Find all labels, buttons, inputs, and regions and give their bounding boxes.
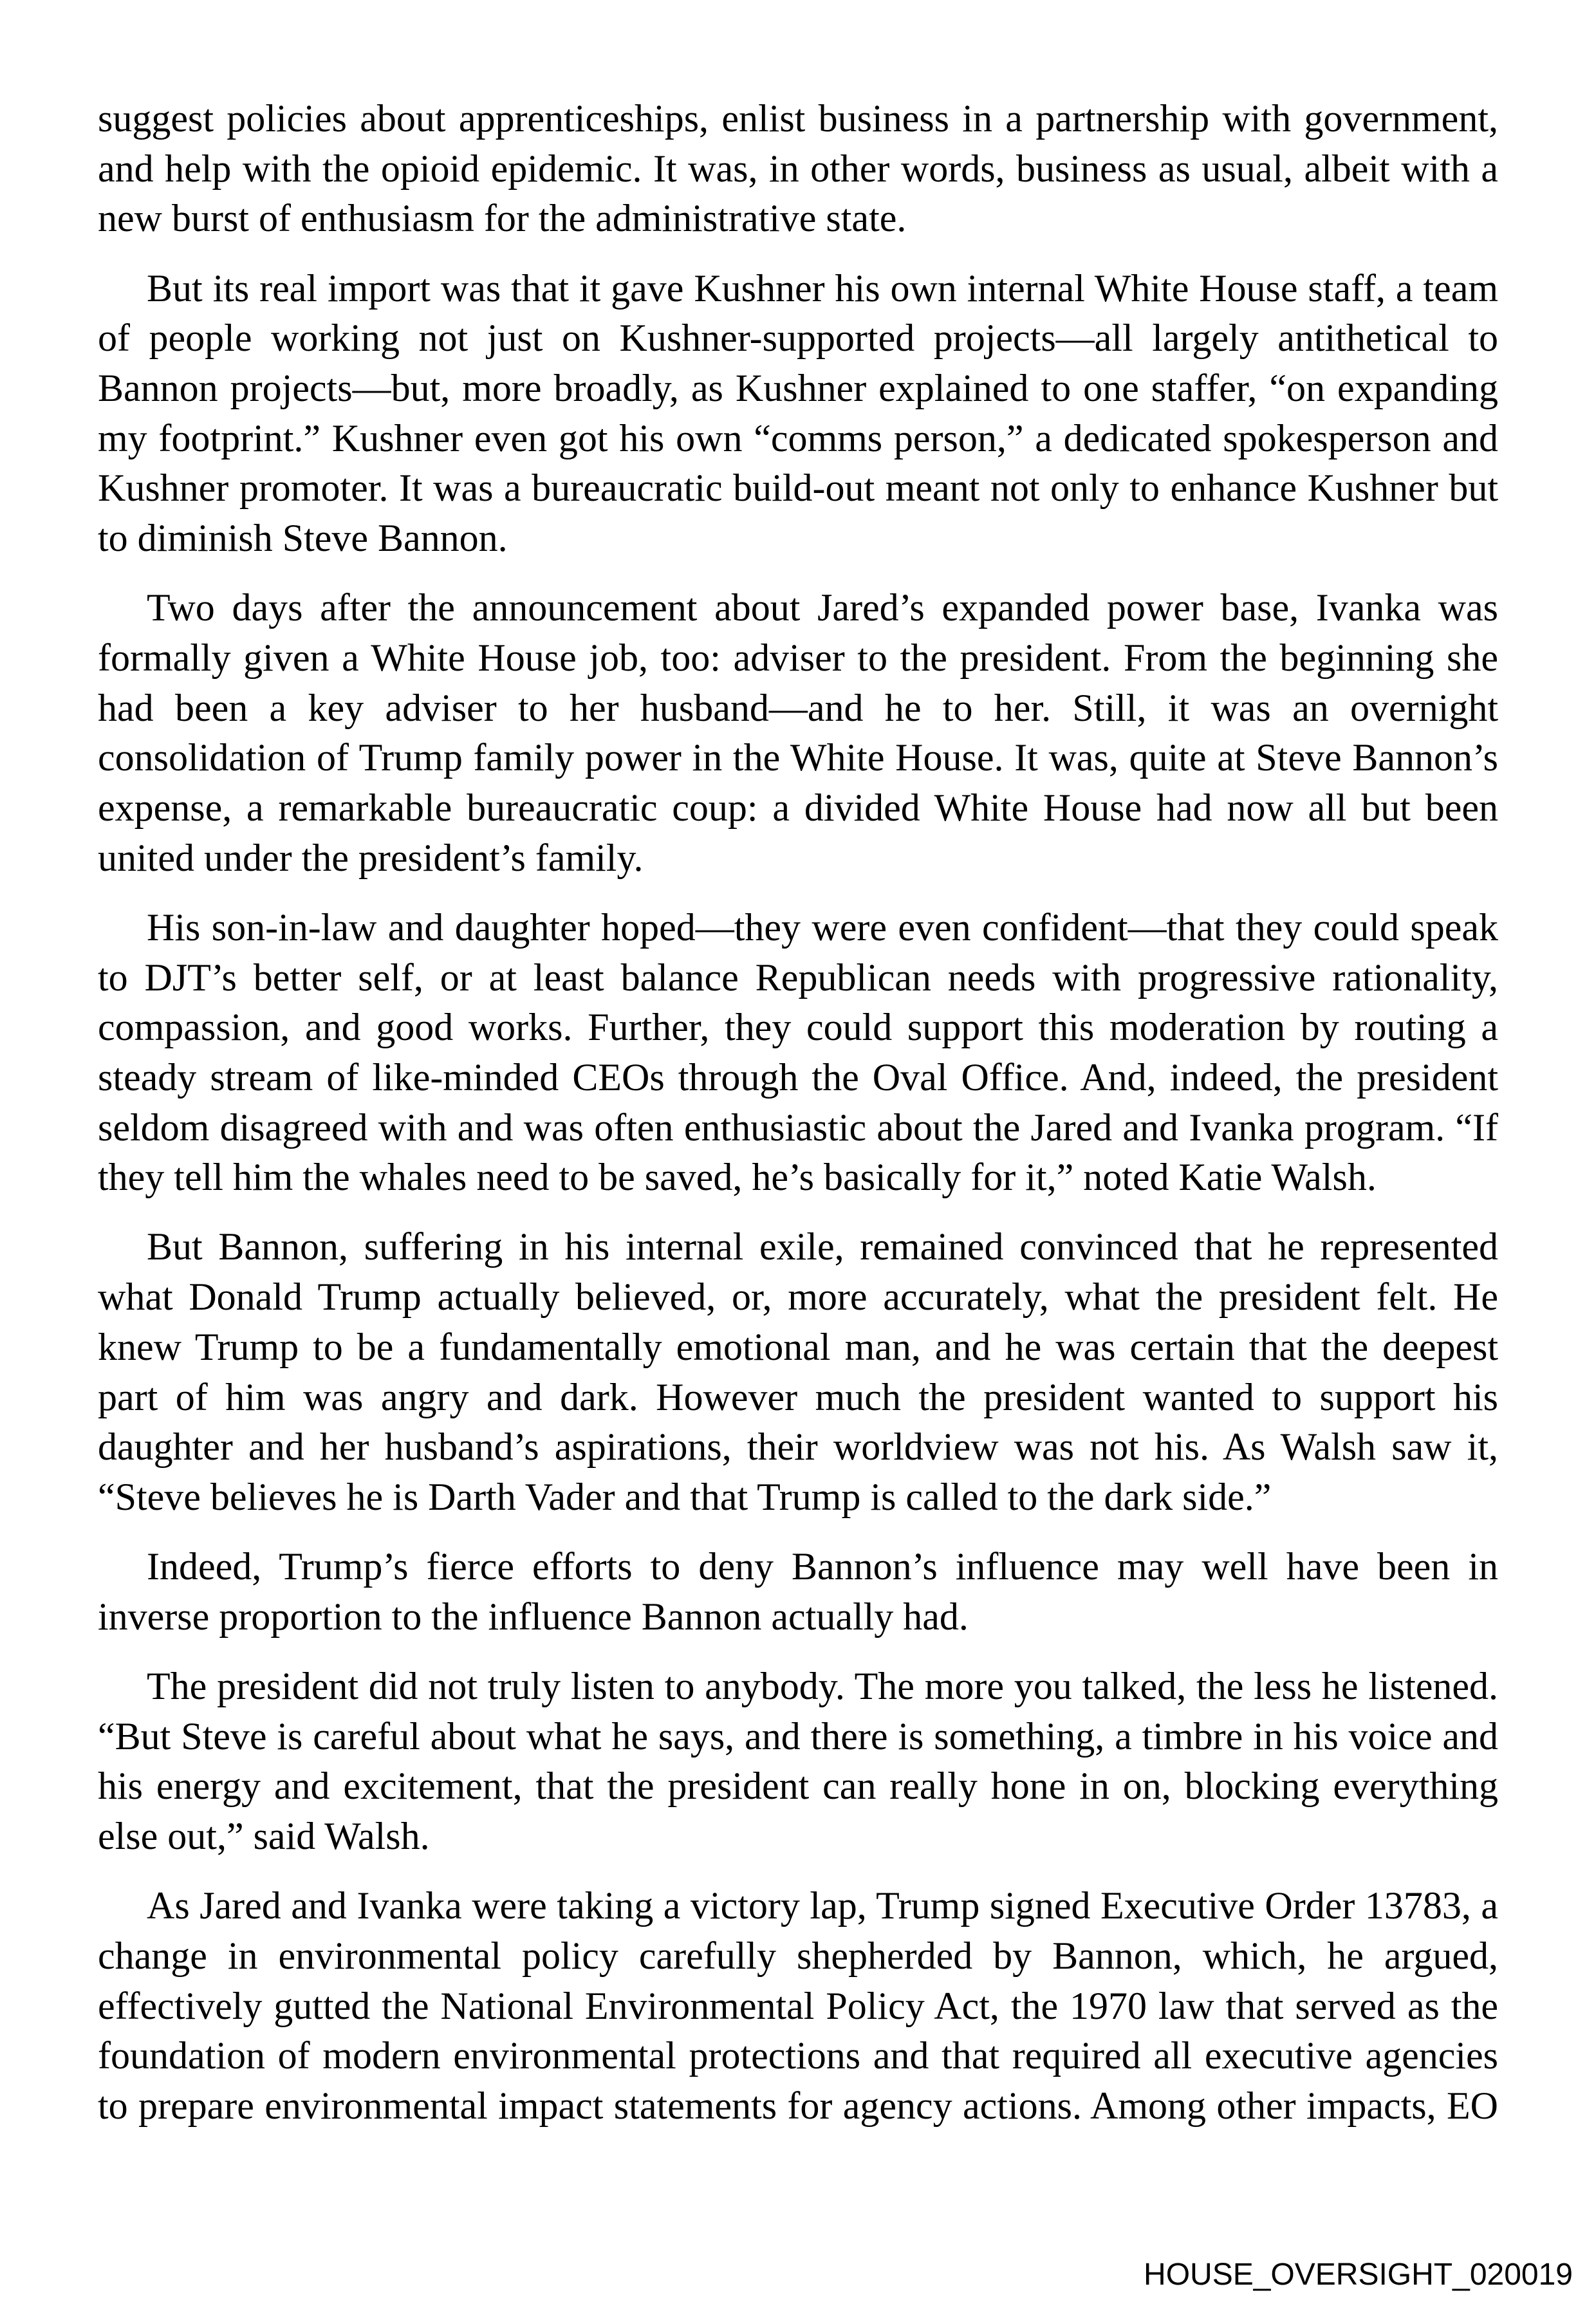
- paragraph: [98, 1881, 1498, 2131]
- text-line: consolidation of Trump family power in the White House. It was, quite at Steve Bannon’s: [98, 736, 1498, 779]
- text-line: to DJT’s better self, or at least balance Republican needs with progressive rationality,: [98, 956, 1498, 999]
- text-line: His son-in-law and daughter hoped—they were even confident—that they could speak: [147, 905, 1498, 949]
- body-text: [98, 94, 1498, 2131]
- text-line: seldom disagreed with and was often enthusiastic about the Jared and Ivanka program. “If: [98, 1106, 1498, 1149]
- text-line: his energy and excitement, that the president can really hone in on, blocking everything: [98, 1765, 1498, 1808]
- text-line: But its real import was that it gave Kushner his own internal White House staff, a team: [147, 266, 1498, 310]
- text-line: Bannon projects—but, more broadly, as Kushner explained to one staffer, “on expanding: [98, 366, 1498, 409]
- text-line: inverse proportion to the influence Bannon actually had.: [98, 1595, 969, 1638]
- text-line: But Bannon, suffering in his internal exile, remained convinced that he represented: [147, 1225, 1498, 1268]
- text-line: Kushner promoter. It was a bureaucratic build-out meant not only to enhance Kushner but: [98, 467, 1498, 510]
- paragraph: [98, 1222, 1498, 1522]
- paragraph: [98, 94, 1498, 244]
- text-line: knew Trump to be a fundamentally emotional man, and he was certain that the deepest: [98, 1325, 1498, 1368]
- paragraph: [98, 264, 1498, 564]
- text-line: expense, a remarkable bureaucratic coup: a divided White House had now all but been: [98, 786, 1498, 829]
- text-line: As Jared and Ivanka were taking a victory lap, Trump signed Executive Order 13783, a: [147, 1884, 1498, 1927]
- text-line: daughter and her husband’s aspirations, their worldview was not his. As Walsh saw it,: [98, 1425, 1498, 1469]
- text-line: compassion, and good works. Further, they could support this moderation by routing a: [98, 1006, 1498, 1049]
- text-line: they tell him the whales need to be saved, he’s basically for it,” noted Katie Walsh.: [98, 1156, 1377, 1199]
- paragraph: [98, 1542, 1498, 1642]
- text-line: The president did not truly listen to anybody. The more you talked, the less he listened.: [147, 1664, 1498, 1707]
- text-line: and help with the opioid epidemic. It was, in other words, business as usual, albeit with a: [98, 147, 1498, 190]
- text-line: change in environmental policy carefully shepherded by Bannon, which, he argued,: [98, 1934, 1498, 1977]
- bates-stamp: HOUSE_OVERSIGHT_020019: [1144, 2258, 1573, 2292]
- text-line: what Donald Trump actually believed, or, more accurately, what the president felt. He: [98, 1276, 1498, 1319]
- text-line: foundation of modern environmental protections and that required all executive agencies: [98, 2034, 1498, 2077]
- text-line: suggest policies about apprenticeships, enlist business in a partnership with government,: [98, 97, 1498, 140]
- text-line: to prepare environmental impact statements for agency actions. Among other impacts, EO: [98, 2084, 1498, 2127]
- text-line: steady stream of like-minded CEOs through the Oval Office. And, indeed, the president: [98, 1055, 1498, 1099]
- text-line: of people working not just on Kushner-supported projects—all largely antithetical to: [98, 317, 1498, 360]
- text-line: else out,” said Walsh.: [98, 1815, 430, 1857]
- paragraph: [98, 583, 1498, 883]
- text-line: new burst of enthusiasm for the administrative state.: [98, 197, 907, 240]
- text-line: Two days after the announcement about Jared’s expanded power base, Ivanka was: [147, 586, 1498, 629]
- text-line: “Steve believes he is Darth Vader and that Trump is called to the dark side.”: [98, 1475, 1272, 1518]
- text-line: part of him was angry and dark. However much the president wanted to support his: [98, 1375, 1498, 1418]
- text-line: my footprint.” Kushner even got his own “comms person,” a dedicated spokesperson and: [98, 416, 1498, 459]
- text-line: “But Steve is careful about what he says, and there is something, a timbre in his voice and: [98, 1714, 1498, 1758]
- text-line: Indeed, Trump’s fierce efforts to deny Bannon’s influence may well have been in: [147, 1545, 1498, 1588]
- text-line: had been a key adviser to her husband—and he to her. Still, it was an overnight: [98, 686, 1498, 729]
- text-line: formally given a White House job, too: adviser to the president. From the beginning she: [98, 636, 1498, 679]
- paragraph: [98, 903, 1498, 1203]
- text-line: effectively gutted the National Environmental Policy Act, the 1970 law that served as the: [98, 1984, 1498, 2027]
- text-line: to diminish Steve Bannon.: [98, 517, 508, 559]
- paragraph: [98, 1662, 1498, 1862]
- text-line: united under the president’s family.: [98, 836, 644, 879]
